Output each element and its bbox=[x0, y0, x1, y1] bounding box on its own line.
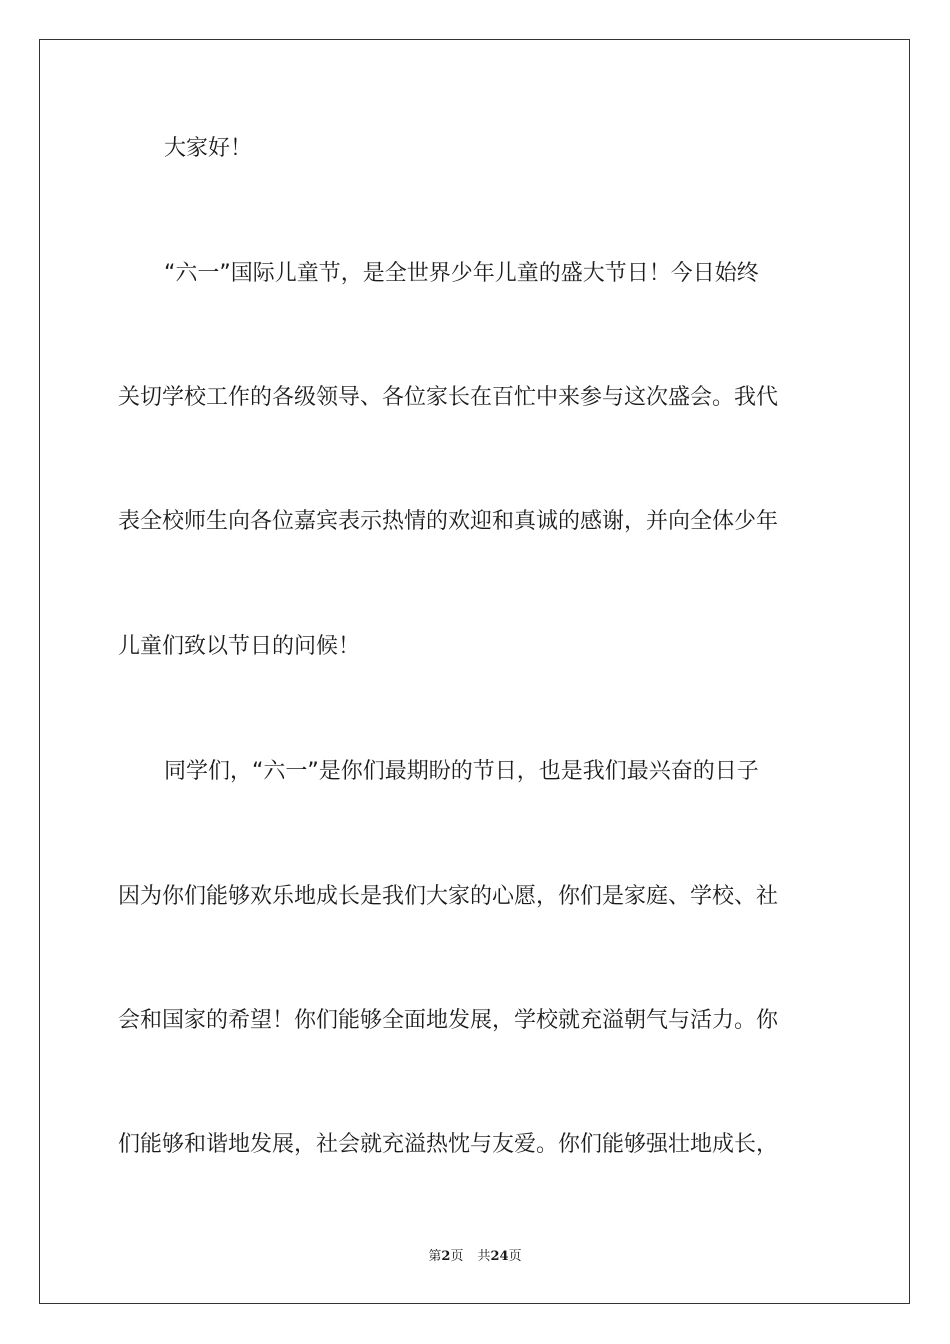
page-suffix: 页 bbox=[450, 1249, 464, 1264]
paragraph-2-line-2: 因为你们能够欢乐地成长是我们大家的心愿，你们是家庭、学校、社 bbox=[118, 884, 779, 909]
total-pages: 24 bbox=[490, 1249, 509, 1264]
page-footer bbox=[0, 1248, 950, 1266]
paragraph-2-line-3: 会和国家的希望！你们能够全面地发展，学校就充溢朝气与活力。你 bbox=[118, 1008, 779, 1033]
total-suffix: 页 bbox=[508, 1249, 522, 1264]
paragraph-1-line-4: 儿童们致以节日的问候！ bbox=[118, 634, 361, 659]
paragraph-2-line-4: 们能够和谐地发展，社会就充溢热忱与友爱。你们能够强壮地成长， bbox=[118, 1132, 779, 1157]
page-prefix: 第 bbox=[428, 1249, 442, 1264]
paragraph-2-line-1: 同学们，“六一”是你们最期盼的节日，也是我们最兴奋的日子 bbox=[164, 759, 759, 784]
page-number: 2 bbox=[441, 1249, 451, 1264]
page-border bbox=[39, 39, 910, 1304]
paragraph-1-line-1: “六一”国际儿童节，是全世界少年儿童的盛大节日！今日始终 bbox=[164, 261, 759, 286]
paragraph-1-line-2: 关切学校工作的各级领导、各位家长在百忙中来参与这次盛会。我代 bbox=[118, 385, 779, 410]
paragraph-1-line-3: 表全校师生向各位嘉宾表示热情的欢迎和真诚的感谢，并向全体少年 bbox=[118, 509, 779, 534]
total-prefix: 共 bbox=[477, 1249, 491, 1264]
greeting-line: 大家好！ bbox=[164, 136, 253, 161]
